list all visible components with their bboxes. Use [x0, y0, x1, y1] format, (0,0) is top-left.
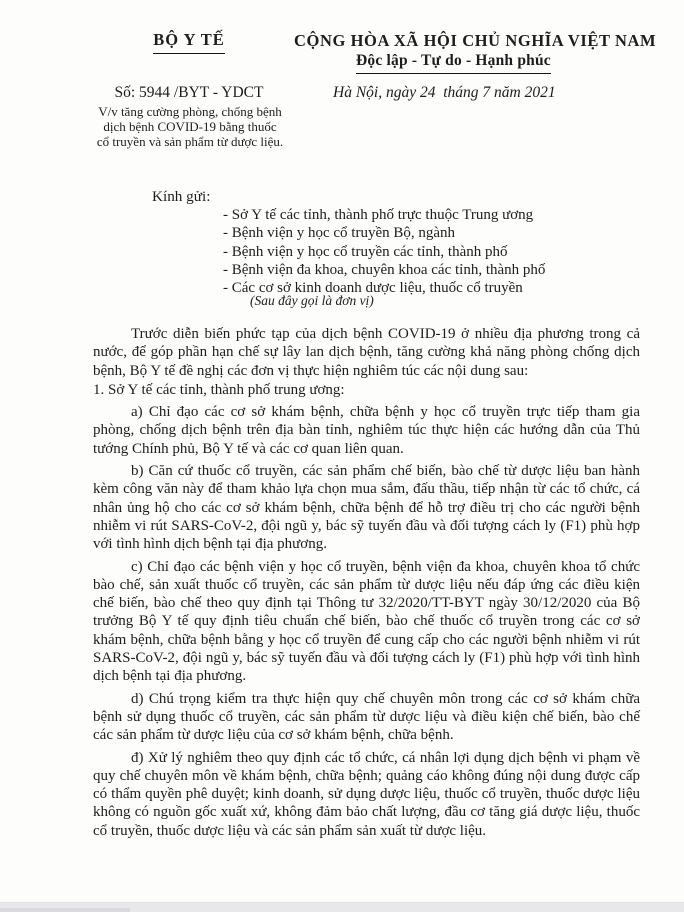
recipient-item: - Sở Y tế các tỉnh, thành phố trực thuộc Trung ương [223, 207, 534, 223]
national-motto: Độc lập - Tự do - Hạnh phúc [356, 52, 551, 74]
viewer-bottom-bar-shade [0, 908, 130, 912]
section-1-heading: 1. Sở Y tế các tỉnh, thành phố trung ương: [93, 381, 345, 398]
issuer-block [60, 30, 318, 54]
place-and-date: Hà Nội, ngày 24 tháng 7 năm 2021 [333, 84, 556, 101]
document-number: Số: 5944 /BYT - YDCT [114, 84, 264, 101]
item-dd: đ) Xử lý nghiêm theo quy định các tổ chức, cá nhân lợi dụng dịch bệnh vi phạm về quy chế chuyên môn về khám bệnh, chữa bệnh; quảng cáo không đúng nội dung được cấp có thẩm quyền phê duyệt; kinh doanh, sử dụng dược liệu, thuốc cổ truyền, thuốc dược liệu không có nguồn gốc xuất xứ, không đảm bảo chất lượng, đầu cơ tăng giá dược liệu, thuốc cổ truyền, thuốc dược liệu và các sản phẩm sản xuất từ dược liệu. [93, 749, 640, 839]
recipient-item: - Bệnh viện y học cổ truyền các tỉnh, thành phố [223, 243, 508, 260]
recipient-item: - Các cơ sở kinh doanh dược liệu, thuốc cổ truyền [223, 280, 523, 297]
recipients-list [223, 206, 623, 298]
recipient-item: - Bệnh viện đa khoa, chuyên khoa các tỉnh, thành phố [223, 262, 546, 279]
viewer-bottom-bar [0, 902, 684, 912]
item-a: a) Chỉ đạo các cơ sở khám bệnh, chữa bệnh y học cổ truyền trực tiếp tham gia phòng, chống dịch bệnh trên địa bàn tỉnh, nghiêm túc thực hiện các hướng dẫn của Thủ tướng Chính phủ, Bộ Y tế và các cơ quan liên quan. [93, 404, 640, 457]
document-subject: V/v tăng cường phòng, chống bệnh dịch bệnh COVID-19 bằng thuốc cổ truyền và sản phẩm từ dược liệu. [96, 104, 284, 150]
recipients-note: (Sau đây gọi là đơn vị) [250, 293, 374, 308]
item-b: b) Căn cứ thuốc cổ truyền, các sản phẩm chế biến, bào chế từ dược liệu ban hành kèm công văn này để tham khảo lựa chọn mua sắm, đấu thầu, tiếp nhận từ các tổ chức, cá nhân ủng hộ cho các cơ sở khám bệnh, chữa bệnh để hỗ trợ điều trị cho các người bệnh nhiễm vi rút SARS-CoV-2, đội ngũ y, bác sỹ tuyến đầu và đối tượng cách ly (F1) phù hợp với tình hình dịch bệnh tại địa phương. [93, 463, 640, 553]
recipient-item: - Bệnh viện y học cổ truyền Bộ, ngành [223, 225, 456, 242]
national-title: CỘNG HÒA XÃ HỘI CHỦ NGHĨA VIỆT NAM [294, 31, 657, 50]
intro-paragraph: Trước diễn biến phức tạp của dịch bệnh COVID-19 ở nhiều địa phương trong cả nước, để góp phần hạn chế sự lây lan dịch bệnh, tăng cường khả năng phòng chống dịch bệnh, Bộ Y tế đề nghị các đơn vị thực hiện nghiêm túc các nội dung sau: [93, 326, 640, 379]
item-d: d) Chú trọng kiểm tra thực hiện quy chế chuyên môn trong các cơ sở khám chữa bệnh sử dụng thuốc cổ truyền, các sản phẩm từ dược liệu và điều kiện chế biến, bào chế các sản phẩm từ dược liệu của cơ sở khám bệnh, chữa bệnh. [93, 690, 640, 744]
issuer-name: BỘ Y TẾ [153, 30, 225, 54]
document-body [93, 325, 640, 840]
salutation: Kính gửi: [152, 188, 211, 205]
item-c: c) Chỉ đạo các bệnh viện y học cổ truyền, bệnh viện đa khoa, chuyên khoa tổ chức bào chế, sản xuất thuốc cổ truyền, các sản phẩm từ dược liệu nếu đáp ứng các điều kiện chế biến, bào chế theo quy định tại Thông tư 32/2020/TT-BYT ngày 30/12/2020 của Bộ trưởng Bộ Y tế quy định tiêu chuẩn chế biến, bào chế thuốc cổ truyền trong các cơ sở khám bệnh, chữa bệnh bằng y học cổ truyền để cung cấp cho các người bệnh nhiễm vi rút SARS-CoV-2, đội ngũ y, bác sỹ tuyến đầu và đối tượng cách ly (F1) phù hợp với tình hình dịch bệnh tại địa phương. [93, 558, 640, 685]
